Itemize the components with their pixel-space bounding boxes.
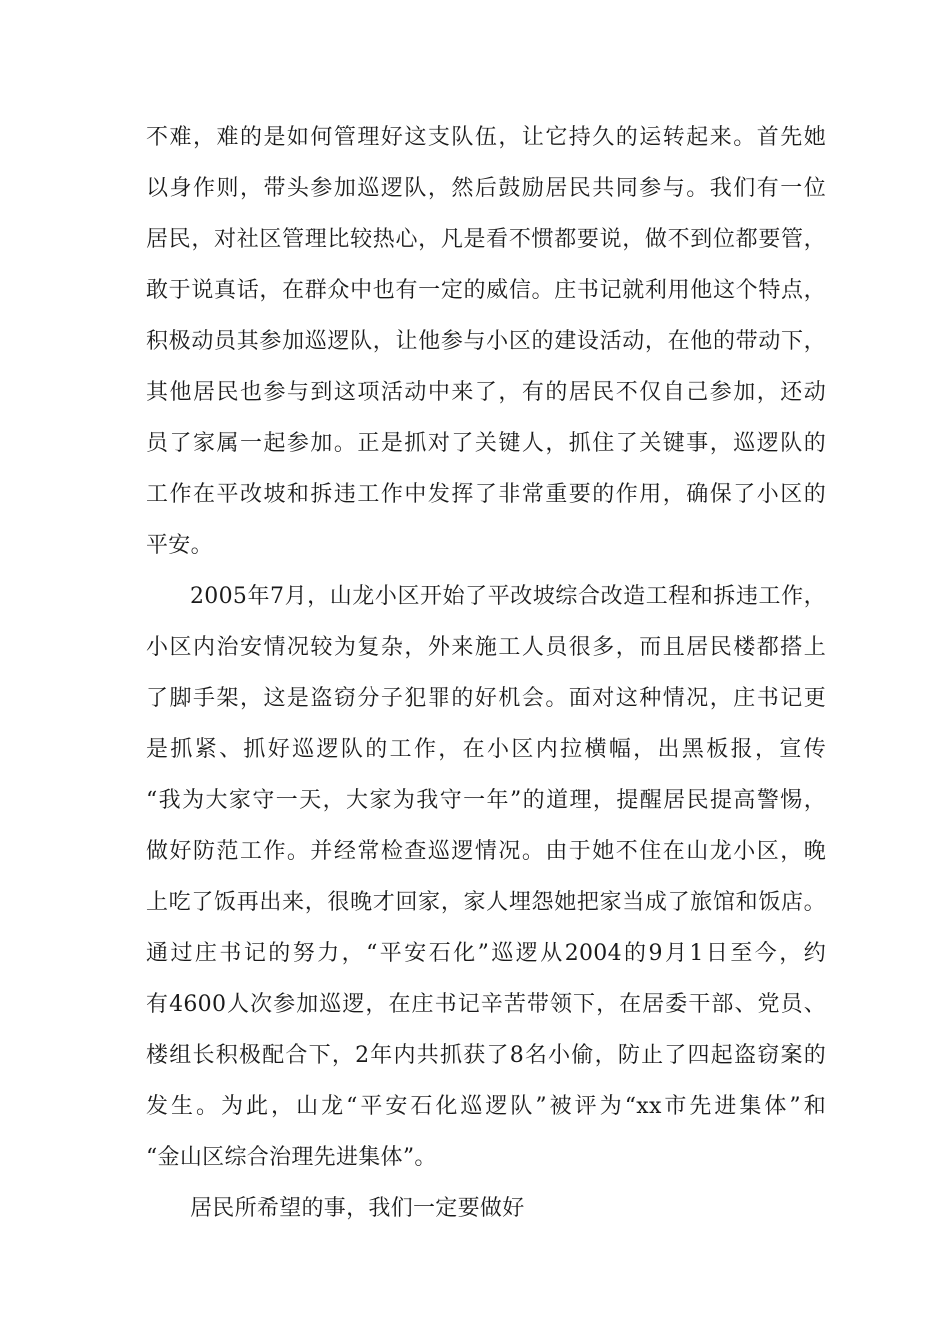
paragraph-1-line-2: 以身作则，带头参加巡逻队，然后鼓励居民共同参与。我们有一位: [146, 176, 826, 201]
paragraph-2-line-5: “我为大家守一天，大家为我守一年”的道理，提醒居民提高警惕，: [146, 788, 826, 813]
paragraph-2-line-8: 通过庄书记的努力，“平安石化”巡逻从2004的9月1日至今，约: [146, 941, 826, 966]
paragraph-2-line-6: 做好防范工作。并经常检查巡逻情况。由于她不住在山龙小区，晚: [146, 839, 826, 864]
paragraph-2-line-9: 有4600人次参加巡逻，在庄书记辛苦带领下，在居委干部、党员、: [146, 992, 826, 1017]
paragraph-2-line-4: 是抓紧、抓好巡逻队的工作，在小区内拉横幅，出黑板报，宣传: [146, 737, 826, 762]
paragraph-1-line-4: 敢于说真话，在群众中也有一定的威信。庄书记就利用他这个特点，: [146, 278, 826, 303]
paragraph-2-line-3: 了脚手架，这是盗窃分子犯罪的好机会。面对这种情况，庄书记更: [146, 686, 826, 711]
paragraph-2-line-2: 小区内治安情况较为复杂，外来施工人员很多，而且居民楼都搭上: [146, 635, 826, 660]
paragraph-1-line-5: 积极动员其参加巡逻队，让他参与小区的建设活动，在他的带动下，: [146, 329, 826, 354]
paragraph-1-line-7: 员了家属一起参加。正是抓对了关键人，抓住了关键事，巡逻队的: [146, 431, 826, 456]
paragraph-1-line-1: 不难，难的是如何管理好这支队伍，让它持久的运转起来。首先她: [146, 125, 826, 150]
paragraph-1-line-3: 居民，对社区管理比较热心，凡是看不惯都要说，做不到位都要管，: [146, 227, 826, 252]
paragraph-3-line-1: 居民所希望的事，我们一定要做好: [190, 1196, 525, 1221]
paragraph-2-line-10: 楼组长积极配合下，2年内共抓获了8名小偷，防止了四起盗窃案的: [146, 1043, 826, 1068]
paragraph-1-line-9: 平安。: [146, 533, 213, 558]
paragraph-2-line-1: 2005年7月，山龙小区开始了平改坡综合改造工程和拆违工作，: [190, 584, 826, 609]
paragraph-1-line-6: 其他居民也参与到这项活动中来了，有的居民不仅自己参加，还动: [146, 380, 826, 405]
paragraph-2-line-11: 发生。为此，山龙“平安石化巡逻队”被评为“xx市先进集体”和: [146, 1094, 826, 1119]
paragraph-2-line-7: 上吃了饭再出来，很晚才回家，家人埋怨她把家当成了旅馆和饭店。: [146, 890, 826, 915]
paragraph-2-line-12: “金山区综合治理先进集体”。: [146, 1145, 437, 1170]
paragraph-1-line-8: 工作在平改坡和拆违工作中发挥了非常重要的作用，确保了小区的: [146, 482, 826, 507]
